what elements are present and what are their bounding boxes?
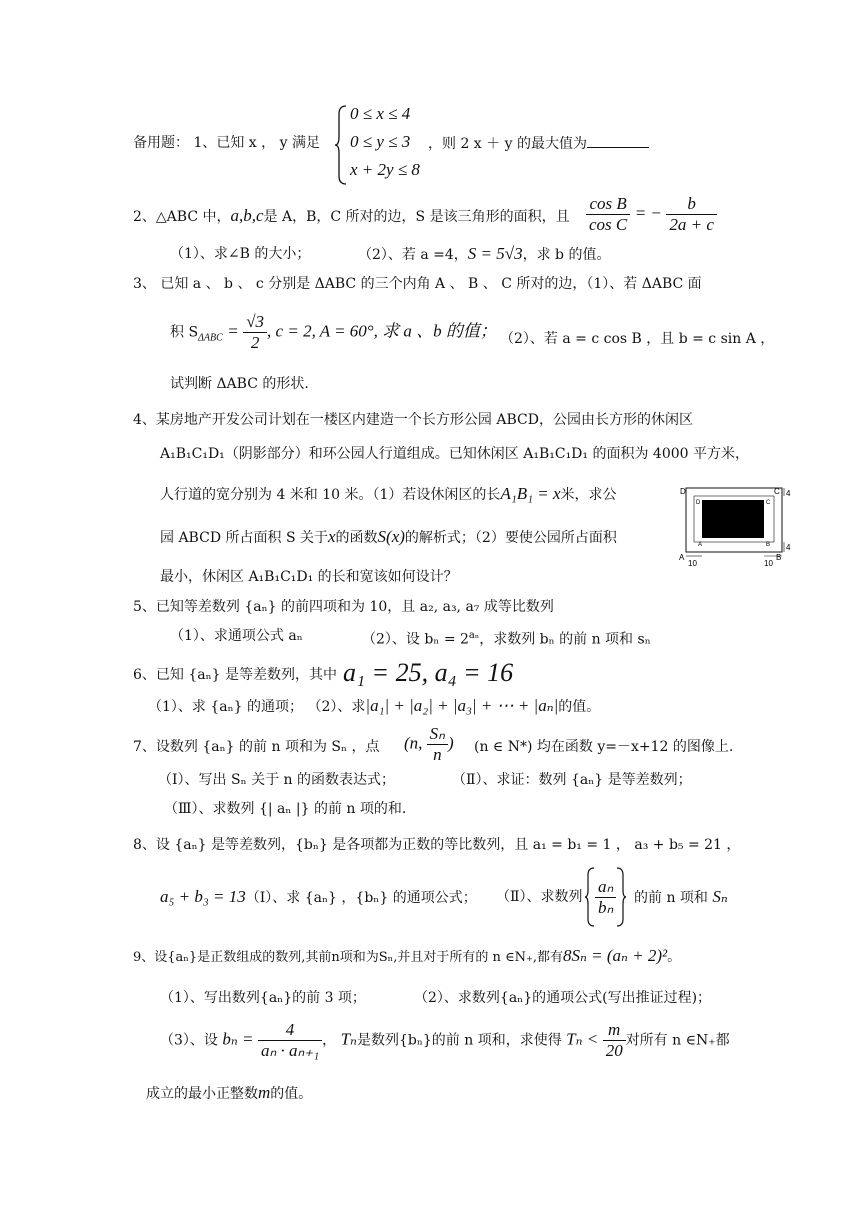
problem-8-q2: （Ⅱ）、求数列 [496, 889, 583, 905]
problem-9-q1: （1）、写出数列{aₙ}的前 3 项； [160, 990, 366, 1006]
problem-2-q1: （1）、求∠B 的大小； [170, 246, 311, 262]
dim-4-top: 4 [786, 489, 791, 498]
problem-7-q3: （Ⅲ）、求数列 {| aₙ |} 的前 n 项的和. [164, 801, 407, 817]
constraint-3: x + 2y ≤ 8 [350, 160, 420, 179]
problem-9-q2: （2）、求数列{aₙ}的通项公式(写出推证过程)； [414, 990, 712, 1006]
label-d1: D [696, 500, 701, 506]
label-a: A [679, 553, 685, 562]
problem-9-line-1: 9、设{aₙ}是正数组成的数列,其前n项和为Sₙ,并且对于所有的 n ∈N₊,都有8Sₙ = (aₙ + 2)²。 [133, 946, 682, 965]
backup-problem-suffix: ，则 2 x ＋ y 的最大值为 [428, 133, 649, 154]
problem-3-line-3: 试判断 ΔABC 的形状. [170, 376, 309, 392]
problem-3-line-2b: （2）、若 a = c cos B ，且 b = c sin A ， [500, 331, 775, 347]
system-brace [334, 104, 348, 186]
label-b1: B [766, 542, 771, 548]
problem-7-q1: （Ⅰ）、写出 Sₙ 关于 n 的函数表达式； [158, 772, 395, 788]
constraint-1: 0 ≤ x ≤ 4 [350, 104, 411, 123]
problem-2-equation: $\frac{\text{cos B}}{\text{cos C}}$ = − $\frac{b}{2a + c}$ [586, 194, 717, 235]
backup-problem-prefix: 备用题： 1、已知 x ， y 满足 [133, 135, 320, 151]
label-b: B [776, 553, 782, 562]
dim-4-bottom: 4 [786, 543, 791, 552]
problem-4-line-4: 园 ABCD 所占面积 S 关于x的函数S(x)的解析式；（2）要使公园所占面积 [160, 527, 617, 546]
problem-6-line-1: 6、已知 {aₙ} 是等差数列，其中 [133, 667, 338, 683]
problem-8-line-1: 8、设 {aₙ} 是等差数列，{bₙ} 是各项都为正数的等比数列，且 a₁ = b₁ = 1 ， a₃ + b₅ = 21 ， [133, 837, 741, 853]
problem-3-line-1: 3、 已知 a 、 b 、 c 分别是 ΔABC 的三个内角 A 、 B 、 C 所对的边，（1）、若 ΔABC 面 [133, 276, 702, 292]
problem-6-given: a₁ = 25, a₄ = 16 [343, 658, 514, 687]
dim-10-left: 10 [688, 559, 697, 568]
problem-4-line-5: 最小，休闲区 A₁B₁C₁D₁ 的长和宽该如何设计？ [160, 569, 458, 585]
problem-2-q2: （2）、若 a =4，S = 5√3，求 b 的值。 [358, 244, 611, 263]
label-c: C [774, 487, 780, 496]
problem-7-q2: （Ⅱ）、求证：数列 {aₙ} 是等差数列； [452, 772, 692, 788]
problem-5-line-1: 5、已知等差数列 {aₙ} 的前四项和为 10，且 a₂, a₃, a₇ 成等比数列 [133, 599, 554, 615]
park-figure [676, 482, 796, 572]
dim-10-right: 10 [764, 559, 773, 568]
problem-2-line-1: 2、△ABC 中，a,b,c是 A，B，C 所对的边，S 是该三角形的面积，且 [133, 206, 570, 225]
problem-6-line-2: （1）、求 {aₙ} 的通项； （2）、求|a₁| + |a₂| + |a₃| + ⋯ + |aₙ|的值。 [148, 696, 601, 715]
problem-7-point: (n, $\frac{\text{Sₙ}}{n}$ ) [404, 724, 454, 764]
problem-8-fraction: $\frac{\text{aₙ}}{\text{bₙ}}$ [585, 866, 626, 928]
problem-4-line-2: A₁B₁C₁D₁（阴影部分）和环公园人行道组成。已知休闲区 A₁B₁C₁D₁ 的面积为 4000 平方米， [160, 446, 749, 462]
problem-7-line-1b: (n ∈ N*) 均在函数 y=－x+12 的图像上. [474, 739, 734, 755]
constraint-2: 0 ≤ y ≤ 3 [350, 132, 411, 151]
label-c1: C [766, 500, 771, 506]
left-brace [585, 866, 595, 928]
problem-8-tail: 的前 n 项和 Sₙ [634, 887, 728, 906]
problem-4-line-3: 人行道的宽分别为 4 米和 10 米。（1）若设休闲区的长A₁B₁ = x米，求公 [160, 484, 617, 503]
problem-3-line-2: 积 $S_{\Delta ABC}$ = $\frac{√3}{2}$ , c = 2, A = 60°, 求 a 、b 的值； [170, 312, 497, 352]
problem-9-line-3: （3）、设 bₙ = $\frac{4}{\text{aₙ · aₙ₊₁}}$ ， Tₙ是数列{bₙ}的前 n 项和，求使得 Tₙ < $\frac{m}{20}$ 对所有 n ∈N₊都 [160, 1020, 730, 1060]
problem-7-line-1a: 7、设数列 {aₙ} 的前 n 项和为 Sₙ ，点 [133, 739, 380, 755]
problem-5-q2: （2）、设 $b_n = 2^{a_n}$，求数列 bₙ 的前 n 项和 sₙ [362, 630, 651, 648]
problem-8-given: a₅ + b₃ = 13（Ⅰ）、求 {aₙ} ，{bₙ} 的通项公式； [160, 887, 477, 906]
problem-9-line-4: 成立的最小正整数m的值。 [146, 1083, 313, 1102]
label-d: D [680, 487, 686, 496]
right-brace [616, 866, 626, 928]
answer-blank [587, 133, 649, 148]
problem-4-line-1: 4、某房地产开发公司计划在一楼区内建造一个长方形公园 ABCD，公园由长方形的休闲区 [133, 412, 693, 428]
label-a1: A [698, 542, 703, 548]
problem-5-q1: （1）、求通项公式 aₙ [170, 628, 303, 644]
